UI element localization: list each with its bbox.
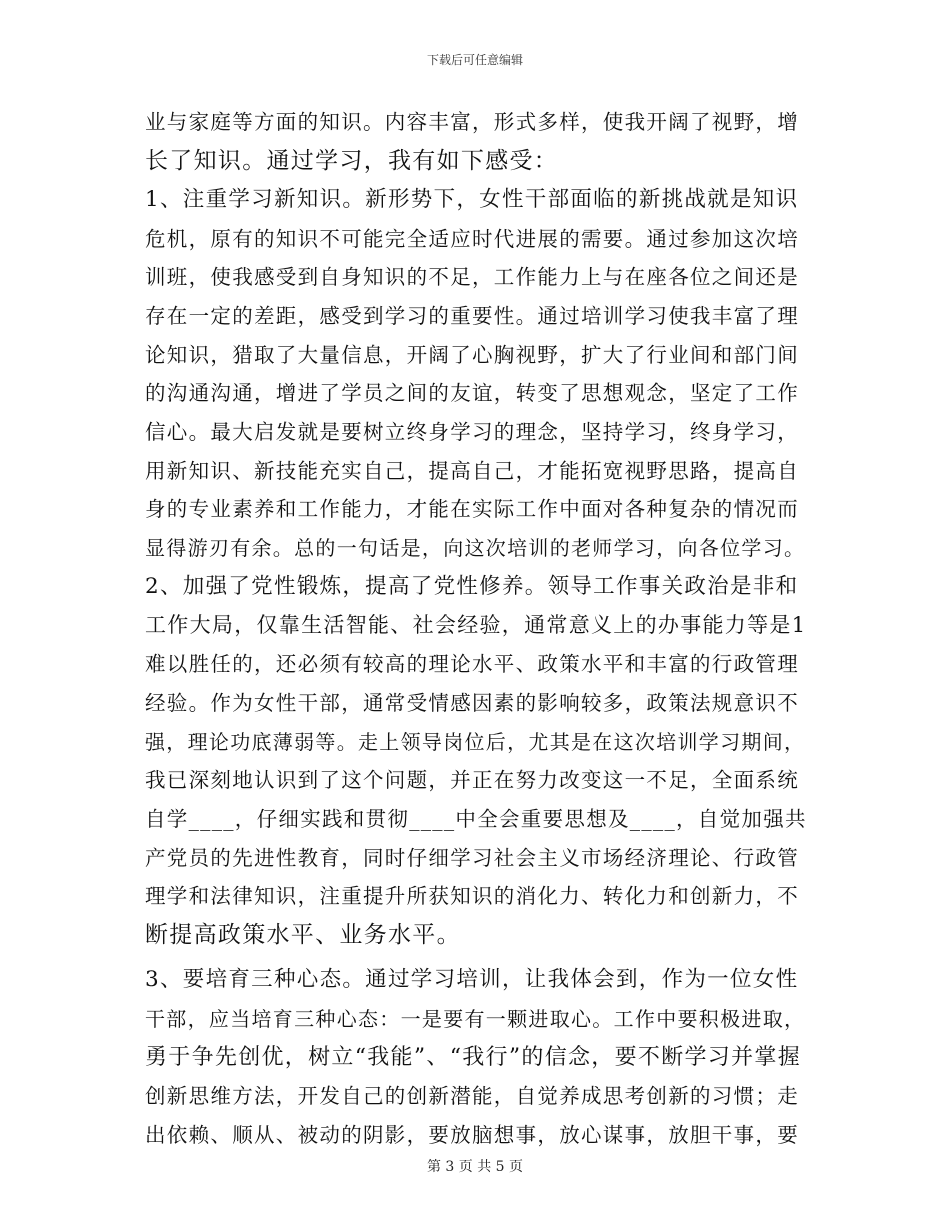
text-line: 长了知识。通过学习，我有如下感受： xyxy=(145,148,559,174)
text-line: 身的专业素养和工作能力，才能在实际工作中面对各种复杂的情况而 xyxy=(145,497,799,521)
text-line: 产党员的先进性教育，同时仔细学习社会主义市场经济理论、行政管 xyxy=(145,846,799,870)
text-line: 2、加强了党性锻炼，提高了党性修养。领导工作事关政治是非和 xyxy=(145,574,799,599)
page-number: 第 3 页 共 5 页 xyxy=(426,1159,524,1175)
text-line: 工作大局，仅靠生活智能、社会经验，通常意义上的办事能力等是1 xyxy=(145,613,807,637)
text-line: 理学和法律知识，注重提升所获知识的消化力、转化力和创新力，不 xyxy=(145,884,799,908)
text-line: 我已深刻地认识到了这个问题，并正在努力改变这一不足，全面系统 xyxy=(145,768,799,792)
text-line: 用新知识、新技能充实自己，提高自己，才能拓宽视野思路，提高自 xyxy=(145,459,799,483)
text-line: 自学____，仔细实践和贯彻____中全会重要思想及____，自觉加强共 xyxy=(145,807,807,831)
text-line: 的沟通沟通，增进了学员之间的友谊，转变了思想观念，坚定了工作 xyxy=(145,381,799,405)
text-line: 强，理论功底薄弱等。走上领导岗位后，尤其是在这次培训学习期间， xyxy=(145,730,806,754)
text-line: 危机，原有的知识不可能完全适应时代进展的需要。通过参加这次培 xyxy=(145,227,799,251)
text-line: 信心。最大启发就是要树立终身学习的理念，坚持学习，终身学习， xyxy=(145,420,799,444)
text-line: 创新思维方法，开发自己的创新潜能，自觉养成思考创新的习惯；走 xyxy=(145,1084,799,1108)
text-line: 1、注重学习新知识。新形势下，女性干部面临的新挑战就是知识 xyxy=(145,187,799,212)
text-line: 训班，使我感受到自身知识的不足，工作能力上与在座各位之间还是 xyxy=(145,265,799,289)
text-line: 勇于争先创优，树立“我能”、“我行”的信念，要不断学习并掌握 xyxy=(145,1045,801,1070)
page-header: 下载后可任意编辑 xyxy=(426,53,523,67)
text-line: 经验。作为女性干部，通常受情感因素的影响较多，政策法规意识不 xyxy=(145,691,799,715)
text-line: 干部，应当培育三种心态：一是要有一颗进取心。工作中要积极进取， xyxy=(145,1007,806,1031)
text-line: 断提高政策水平、业务水平。 xyxy=(145,922,461,948)
text-line: 出依赖、顺从、被动的阴影，要放脑想事，放心谋事，放胆干事，要 xyxy=(145,1123,799,1147)
text-line: 存在一定的差距，感受到学习的重要性。通过培训学习使我丰富了理 xyxy=(145,304,799,328)
text-line: 难以胜任的，还必须有较高的理论水平、政策水平和丰富的行政管理 xyxy=(145,652,799,676)
text-line: 3、要培育三种心态。通过学习培训，让我体会到，作为一位女性 xyxy=(145,967,799,992)
text-line: 显得游刃有余。总的一句话是，向这次培训的老师学习，向各位学习。 xyxy=(145,536,806,560)
text-line: 论知识，猎取了大量信息，开阔了心胸视野，扩大了行业间和部门间 xyxy=(145,343,799,367)
text-line: 业与家庭等方面的知识。内容丰富，形式多样，使我开阔了视野，增 xyxy=(145,110,799,134)
